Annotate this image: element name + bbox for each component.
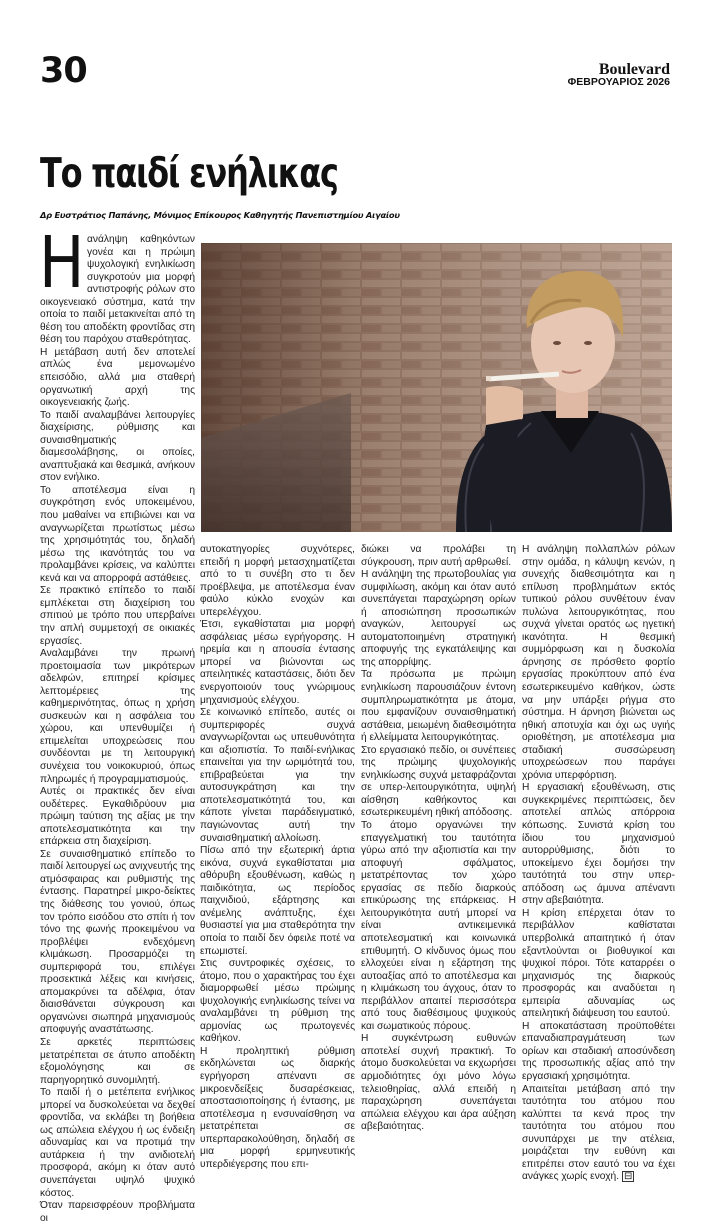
paragraph: Αυτές οι πρακτικές δεν είναι ουδέτερες. Εγκαθιδρύουν μια πρώιμη ταύτιση της αξίας με την αποτελεσματικότητα και την επάρκεια στη διαχείριση. bbox=[40, 786, 195, 848]
article-column-1 bbox=[39, 221, 195, 1224]
paragraph: Πίσω από την εξωτερική άρτια εικόνα, συχνά εγκαθίσταται μια αθόρυβη εξουθένωση, καθώς η παιδικότητα, ως περίοδος παιχνιδιού, εξάρτησης και ανέμελης ανάπτυξης, έχει θυσιαστεί για μια σταθερότητα την οποία το παιδί δεν όφειλε ποτέ να επωμιστεί. bbox=[200, 845, 355, 957]
paragraph: Η ανάληψη της πρωτοβουλίας για συμφιλίωση, ακόμη και όταν αυτό συνεπάγεται παραχώρηση ορίων ή αποσιώπηση προσωπικών αναγκών, λειτουργεί ως αυτοματοποιημένη στρατηγική αποφυγής της εγκατάλειψης και της απορρίψης. bbox=[361, 569, 516, 668]
paragraph: Σε αρκετές περιπτώσεις μετατρέπεται σε άτυπο αποδέκτη εξομολόγησης και σε παρηγορητικό συνομιλητή. bbox=[40, 1037, 195, 1086]
paragraph: Έτσι, εγκαθίσταται μια μορφή ασφάλειας μέσω εγρήγορσης. Η ηρεμία και η απουσία έντασης μπορεί να βιώνονται ως απειλητικές καταστάσεις, διότι δεν ενεργοποιούν τους γνώριμους μηχανισμούς ελέγχου. bbox=[200, 619, 355, 706]
paragraph: Τα πρόσωπα με πρώιμη ενηλικίωση παρουσιάζουν έντονη συμπληρωματικότητα με άτομα, που εμφανίζουν συναισθηματική αστάθεια, μειωμένη διαθεσιμότητα ή ελλείμματα λειτουργικότητας. bbox=[361, 669, 516, 744]
paragraph: Η προληπτική ρύθμιση εκδηλώνεται ως διαρκής εγρήγορση απέναντι σε μικροενδείξεις δυσαρέσκειας, αποστασιοποίησης ή έντασης, με αποτέλεσμα η ενσυναίσθηση να μετατρέπεται σε υπερπαρακολούθηση, δηλαδή σε μια μορφή ερμηνευτικής υπερδιέγερσης που επι- bbox=[200, 1045, 355, 1170]
paragraph: Το αποτέλεσμα είναι η συγκρότηση ενός υποκειμένου, που μαθαίνει να επιβιώνει και να αναγνωρίζεται πρωτίστως μέσω της χρησιμότητάς του, δηλαδή μέσω της ικανότητάς του να προλαμβάνει κρίσεις, να καλύπτει κενά και να απορροφά αστάθειες. bbox=[40, 484, 195, 584]
paragraph: Αναλαμβάνει την πρωινή προετοιμασία των μικρότερων αδελφών, επιτηρεί κρίσιμες λεπτομέρειες της καθημερινότητας, όπως η χρήση συσκευών και η ασφάλεια του χώρου, και υπενθυμίζει ή επιμελείται υποχρεώσεις που συνδέονται με τη λειτουργική συνέχεια του νοικοκυριού, όπως πληρωμές ή προγραμματισμούς. bbox=[40, 648, 195, 785]
brand-name: Boulevard bbox=[598, 61, 670, 78]
paragraph: Σε πρακτικό επίπεδο το παιδί εμπλέκεται στη διαχείριση του σπιτιού με τρόπο που υπερβαίνει την απλή συμμετοχή σε οικιακές εργασίες. bbox=[40, 585, 195, 647]
page-number: 30 bbox=[40, 51, 87, 91]
paragraph: Το άτομο οργανώνει την επαγγελματική του ταυτότητα γύρω από την αξιοπιστία και την αποφυγή σφάλματος, μετατρέποντας τον χώρο εργασίας σε πεδίο διαρκούς επικύρωσης της επάρκειας. Η λειτουργικότητα αυτή μπορεί να είναι αντικειμενικά αποτελεσματική και κοινωνικά επιθυμητή. Ο κίνδυνος όμως που ελλοχεύει είναι η εξάρτηση της αυτοαξίας από το αποτέλεσμα και η κλιμάκωση του άγχους, όταν το περιβάλλον απαιτεί περισσότερα από τους διαθέσιμους ψυχικούς και σωματικούς πόρους. bbox=[361, 820, 516, 1032]
article-lead bbox=[39, 221, 195, 347]
article-column-4 bbox=[522, 544, 675, 1183]
paragraph: Η ανάληψη πολλαπλών ρόλων στην ομάδα, η κάλυψη κενών, η συνεχής διαθεσιμότητα και η επίλυση προβλημάτων εκτός τυπικού ρόλου συνθέτουν έναν πυλώνα λειτουργικότητας, που συχνά γίνεται ορατός ως ηγετική ικανότητα. Η θεσμική συμμόρφωση και η δυσκολία άρνησης σε πρόσθετο φορτίο εργασίας προκύπτουν από ένα εσωτερικευμένο καθήκον, ώστε να μην υπάρξει ρήγμα στο σύστημα. Η άρνηση βιώνεται ως ηθική αποτυχία και όχι ως υγιής οριοθέτηση, με αποτέλεσμα μια σταδιακή συσσώρευση υποχρεώσεων που παράγει χρόνια υπερφόρτιση. bbox=[522, 544, 675, 781]
drop-cap: Η bbox=[39, 221, 85, 304]
paragraph: Το παιδί αναλαμβάνει λειτουργίες διαχείρισης, ρύθμισης και συναισθηματικής διαμεσολάβησης, οι οποίες, αναπτυξιακά και θεσμικά, ανήκουν στον ενήλικο. bbox=[40, 409, 195, 484]
paragraph bbox=[522, 1084, 675, 1184]
article-byline: Δρ Ευστράτιος Παπάνης, Μόνιμος Επίκουρος Καθηγητής Πανεπιστημίου Αιγαίου bbox=[40, 210, 400, 220]
paragraph: Στις συντροφικές σχέσεις, το άτομο, που ο χαρακτήρας του έχει διαμορφωθεί μέσω πρώιμης ψυχολογικής ενηλικίωσης τείνει να αναλαμβάνει τη ρύθμιση της αρμονίας ως πρωτογενές καθήκον. bbox=[200, 958, 355, 1045]
paragraph: αυτοκατηγορίες συχνότερες, επειδή η μορφή μετασχηματίζεται από το τι συνέβη στο τι δεν προέβλεψα, με αποτέλεσμα έναν φαύλο κύκλο ενοχών και υπερελέγχου. bbox=[200, 544, 355, 618]
paragraph: διώκει να προλάβει τη σύγκρουση, πριν αυτή αρθρωθεί. bbox=[361, 544, 516, 568]
article-photo bbox=[201, 243, 672, 532]
lead-text: ανάληψη καθηκόντων γονέα και η πρώιμη ψυχολογική ενηλικίωση συγκροτούν μια μορφή αντιστροφής ρόλων στο οικογενειακό σύστημα, κατά την οποία το παιδί μετακινείται από τη θέση του αποδέκτη φροντίδας στη θέση του παρόχου σταθερότητας. bbox=[40, 234, 195, 346]
paragraph: Η συγκέντρωση ευθυνών αποτελεί συχνή πρακτική. Το άτομο δυσκολεύεται να εκχωρήσει αρμοδιότητες όχι μόνο λόγω τελειοθηρίας, αλλά επειδή η παραχώρηση συνεπάγεται απώλεια ελέγχου και άρα αύξηση αβεβαιότητας. bbox=[361, 1033, 516, 1133]
paragraph: Η εργασιακή εξουθένωση, στις συγκεκριμένες περιπτώσεις, δεν αποτελεί απλώς απόρροια κόπωσης. Συνιστά κρίση του ίδιου του μηχανισμού αυτορρύθμισης, διότι το υποκείμενο έχει δομήσει την ταυτότητά του στην υπερ-απόδοση ως άμυνα απέναντι στην αβεβαιότητα. bbox=[522, 782, 675, 907]
issue-date: ΦΕΒΡΟΥΑΡΙΟΣ 2026 bbox=[567, 76, 670, 88]
paragraph: Η αποκατάσταση προϋποθέτει επαναδιαπραγμάτευση των ορίων και σταδιακή αποσύνδεση της προσωπικής αξίας από την εργασιακή χρησιμότητα. bbox=[522, 1020, 675, 1082]
paragraph: Όταν παρεισφρέουν προβλήματα οι bbox=[40, 1200, 195, 1224]
paragraph: Η κρίση επέρχεται όταν το περιβάλλον καθίσταται υπερβολικά απαιτητικό ή όταν εξαντλούνται οι βιοθυγικοί και ψυχικοί πόροι. Τότε καταρρέει ο μηχανισμός της διαρκούς προσφοράς και αναδύεται η εμπειρία αδυναμίας ως απειλητική διάψευση του εαυτού. bbox=[522, 907, 675, 1020]
paragraph: Σε συναισθηματικό επίπεδο το παιδί λειτουργεί ως ανιχνευτής της ατμόσφαιρας και ρυθμιστής της έντασης. Παρατηρεί μικρο-δείκτες της διάθεσης του γονιού, όπως τον τρόπο εισόδου στο σπίτι ή τον τόνο της φωνής προκειμένου να προβλέψει ενδεχόμενη κλιμάκωση. Προσαρμόζει τη συμπεριφορά του, επιλέγει προσεκτικά λέξεις και κινήσεις, απομακρύνει τα αδέλφια, όταν διαισθάνεται σύγκρουση και οργανώνει σιωπηρά μηχανισμούς αποφυγής αναστάτωσης. bbox=[40, 848, 195, 1036]
paragraph: Στο εργασιακό πεδίο, οι συνέπειες της πρώιμης ψυχολογικής ενηλικίωσης συχνά μεταφράζονται σε υπερ-λειτουργικότητα, υψηλή αίσθηση καθήκοντος και εσωτερικευμένη ηθική απόδοσης. bbox=[361, 744, 516, 819]
end-mark-icon: ⊟ bbox=[624, 1171, 633, 1183]
photo-young-man-smoking-icon bbox=[201, 243, 672, 532]
paragraph: Σε κοινωνικό επίπεδο, αυτές οι συμπεριφορές συχνά αναγνωρίζονται ως υπευθυνότητα και αξιοπιστία. Το παιδί-ενήλικας επαινείται για την ωριμότητά του, επιβραβεύεται για την αυτοσυγκράτηση και την αποτελεσματικότητά του, και κάποτε γίνεται παράδειγματικό, παγιώνοντας αυτή την συναισθηματική αλλοίωση. bbox=[200, 707, 355, 844]
last-paragraph-text: Απαιτείται μετάβαση από την ταυτότητα του ατόμου που καλύπτει τα κενά προς την ταυτότητα του ατόμου που συνυπάρχει με την ατέλεια, μοιράζεται την ευθύνη και επιτρέπει στον εαυτό του να έχει ανάγκες χωρίς ενοχή. bbox=[522, 1083, 675, 1183]
article-title: Το παιδί ενήλικας bbox=[40, 149, 338, 197]
article-column-2 bbox=[200, 544, 355, 1170]
masthead bbox=[568, 62, 670, 88]
article-column-3 bbox=[361, 544, 516, 1133]
paragraph: Η μετάβαση αυτή δεν αποτελεί απλώς ένα μεμονωμένο επεισόδιο, αλλά μια σταθερή οργανωτική αρχή της οικογενειακής ζωής. bbox=[40, 346, 195, 409]
paragraph: Το παιδί ή ο μετέπειτα ενήλικος μπορεί να δυσκολεύεται να δεχθεί φροντίδα, να εκλάβει τη βοήθεια ως απώλεια ελέγχου ή ως ένδειξη αδυναμίας και να προτιμά την αυτάρκεια ή την ανιδιοτελή προσφορά, ακόμη κι όταν αυτό συνεπάγεται υψηλό ψυχικό κόστος. bbox=[40, 1087, 195, 1199]
